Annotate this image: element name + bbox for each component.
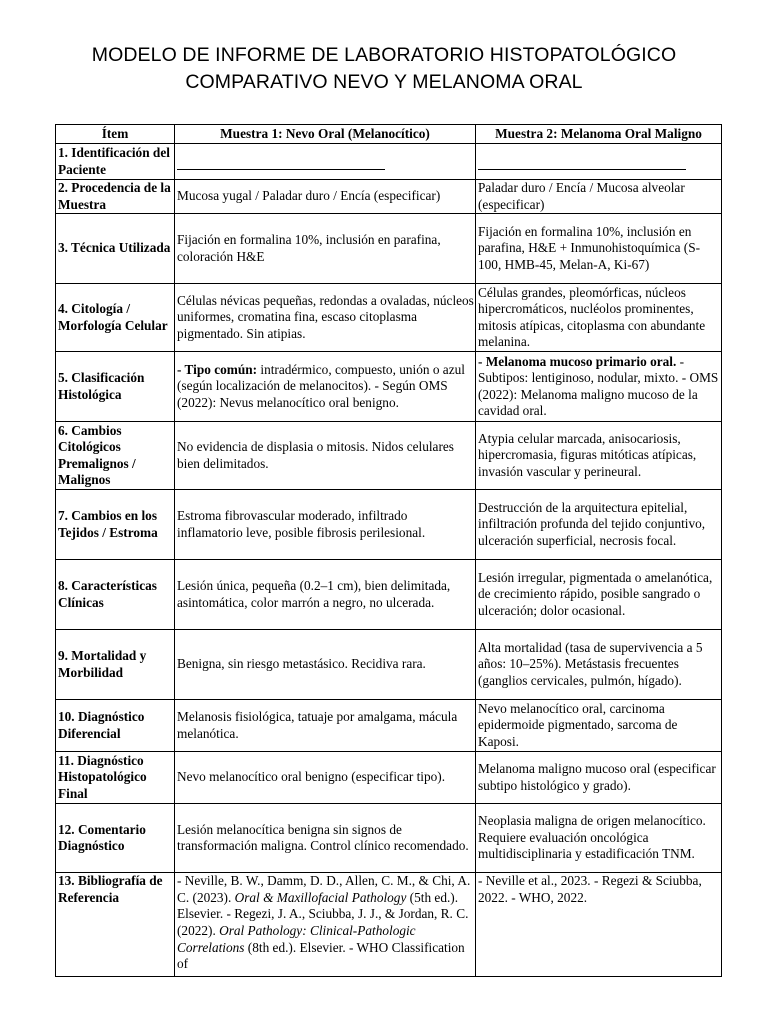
row-item-label: 9. Mortalidad y Morbilidad	[56, 630, 175, 700]
table-row	[56, 700, 722, 752]
row-item-label: 11. Diagnóstico Histopatológico Final	[56, 752, 175, 804]
row-item-label: 10. Diagnóstico Diferencial	[56, 700, 175, 752]
row-item-label: 1. Identificación del Paciente	[56, 144, 175, 180]
table-header-row	[56, 125, 722, 144]
biblio-text: - Neville, B. W., Damm, D. D., Allen, C. M., & Chi, A. C. (2023).	[177, 873, 471, 905]
row-item-label: 8. Características Clínicas	[56, 560, 175, 630]
row-item-label: 3. Técnica Utilizada	[56, 214, 175, 284]
table-row	[56, 630, 722, 700]
cell-sample-2: Neoplasia maligna de origen melanocítico. Requiere evaluación oncológica multidisciplinaria y estadificación TNM.	[476, 804, 722, 873]
table-row	[56, 284, 722, 352]
title-line-1: MODELO DE INFORME DE LABORATORIO HISTOPATOLÓGICO	[91, 44, 677, 66]
row-item-label: 4. Citología / Morfología Celular	[56, 284, 175, 352]
header-sample-2: Muestra 2: Melanoma Oral Maligno	[476, 125, 722, 144]
cell-sample-2: Destrucción de la arquitectura epitelial, infiltración profunda del tejido conjuntivo, ulceración superficial, necrosis focal.	[476, 490, 722, 560]
cell-text: - Subtipos: lentiginoso, nodular, mixto. - OMS (2022): Melanoma maligno mucoso de la cavidad oral.	[478, 353, 719, 419]
cell-sample-1: Benigna, sin riesgo metastásico. Recidiva rara.	[175, 630, 476, 700]
biblio-title: Oral Pathology: Clinical-Pathologic Correlations	[177, 922, 416, 955]
bold-lead: - Melanoma mucoso primario oral.	[478, 353, 677, 369]
cell-sample-2: Lesión irregular, pigmentada o amelanótica, de crecimiento rápido, posible sangrado o ulceración; dolor ocasional.	[476, 560, 722, 630]
table-row	[56, 560, 722, 630]
table-row	[56, 490, 722, 560]
cell-sample-1: Células névicas pequeñas, redondas a ovaladas, núcleos uniformes, cromatina fina, escaso citoplasma pigmentado. Sin atipias.	[175, 284, 476, 352]
table-row	[56, 422, 722, 490]
table-row	[56, 144, 722, 180]
row-item-label: 5. Clasificación Histológica	[56, 352, 175, 422]
row-item-label: 13. Bibliografía de Referencia	[56, 873, 175, 977]
cell-sample-2: - Neville et al., 2023. - Regezi & Sciubba, 2022. - WHO, 2022.	[476, 873, 722, 977]
row-item-label: 6. Cambios Citológicos Premalignos / Malignos	[56, 422, 175, 490]
cell-sample-2: Paladar duro / Encía / Mucosa alveolar (especificar)	[476, 180, 722, 214]
cell-sample-2: Atypia celular marcada, anisocariosis, hipercromasia, figuras mitóticas atípicas, invasión vascular y perineural.	[476, 422, 722, 490]
cell-sample-1	[175, 352, 476, 422]
document-title	[0, 42, 768, 96]
patient-id-field-2[interactable]	[476, 144, 722, 180]
cell-sample-2: Melanoma maligno mucoso oral (especificar subtipo histológico y grado).	[476, 752, 722, 804]
title-line-2: COMPARATIVO NEVO Y MELANOMA ORAL	[185, 71, 583, 93]
header-item: Ítem	[56, 125, 175, 144]
cell-sample-1: Lesión melanocítica benigna sin signos de transformación maligna. Control clínico recomendado.	[175, 804, 476, 873]
cell-sample-1	[175, 873, 476, 977]
bold-lead: - Tipo común:	[177, 361, 258, 377]
table-row	[56, 873, 722, 977]
cell-sample-1: No evidencia de displasia o mitosis. Nidos celulares bien delimitados.	[175, 422, 476, 490]
cell-sample-2: Alta mortalidad (tasa de supervivencia a 5 años: 10–25%). Metástasis frecuentes (ganglios cervicales, pulmón, hígado).	[476, 630, 722, 700]
cell-sample-1: Estroma fibrovascular moderado, infiltrado inflamatorio leve, posible fibrosis perilesional.	[175, 490, 476, 560]
cell-sample-1: Fijación en formalina 10%, inclusión en parafina, coloración H&E	[175, 214, 476, 284]
table-row	[56, 180, 722, 214]
cell-text: intradérmico, compuesto, unión o azul (según localización de melanocitos). - Según OMS (2022): Nevus melanocítico oral benigno.	[177, 361, 465, 410]
cell-sample-2	[476, 352, 722, 422]
patient-id-field-1[interactable]	[175, 144, 476, 180]
cell-sample-2: Células grandes, pleomórficas, núcleos hipercromáticos, nucléolos prominentes, mitosis atípicas, citoplasma con abundante melanina.	[476, 284, 722, 352]
table-row	[56, 752, 722, 804]
cell-sample-1: Mucosa yugal / Paladar duro / Encía (especificar)	[175, 180, 476, 214]
cell-sample-1: Nevo melanocítico oral benigno (especificar tipo).	[175, 752, 476, 804]
cell-sample-2: Fijación en formalina 10%, inclusión en parafina, H&E + Inmunohistoquímica (S-100, HMB-45, Melan-A, Ki-67)	[476, 214, 722, 284]
blank-line	[177, 155, 385, 170]
cell-sample-2: Nevo melanocítico oral, carcinoma epidermoide pigmentado, sarcoma de Kaposi.	[476, 700, 722, 752]
biblio-text: (5th ed.). Elsevier. - Regezi, J. A., Sciubba, J. J., & Jordan, R. C. (2022).	[177, 889, 469, 938]
row-item-label: 7. Cambios en los Tejidos / Estroma	[56, 490, 175, 560]
row-item-label: 12. Comentario Diagnóstico	[56, 804, 175, 873]
blank-line	[478, 155, 686, 170]
table-row	[56, 804, 722, 873]
table-row	[56, 352, 722, 422]
biblio-title: Oral & Maxillofacial Pathology	[234, 889, 407, 905]
cell-sample-1: Lesión única, pequeña (0.2–1 cm), bien delimitada, asintomática, color marrón a negro, no ulcerada.	[175, 560, 476, 630]
biblio-text: (8th ed.). Elsevier. - WHO Classification of	[177, 939, 465, 972]
comparison-table	[55, 124, 722, 977]
row-item-label: 2. Procedencia de la Muestra	[56, 180, 175, 214]
header-sample-1: Muestra 1: Nevo Oral (Melanocítico)	[175, 125, 476, 144]
table-row	[56, 214, 722, 284]
cell-sample-1: Melanosis fisiológica, tatuaje por amalgama, mácula melanótica.	[175, 700, 476, 752]
